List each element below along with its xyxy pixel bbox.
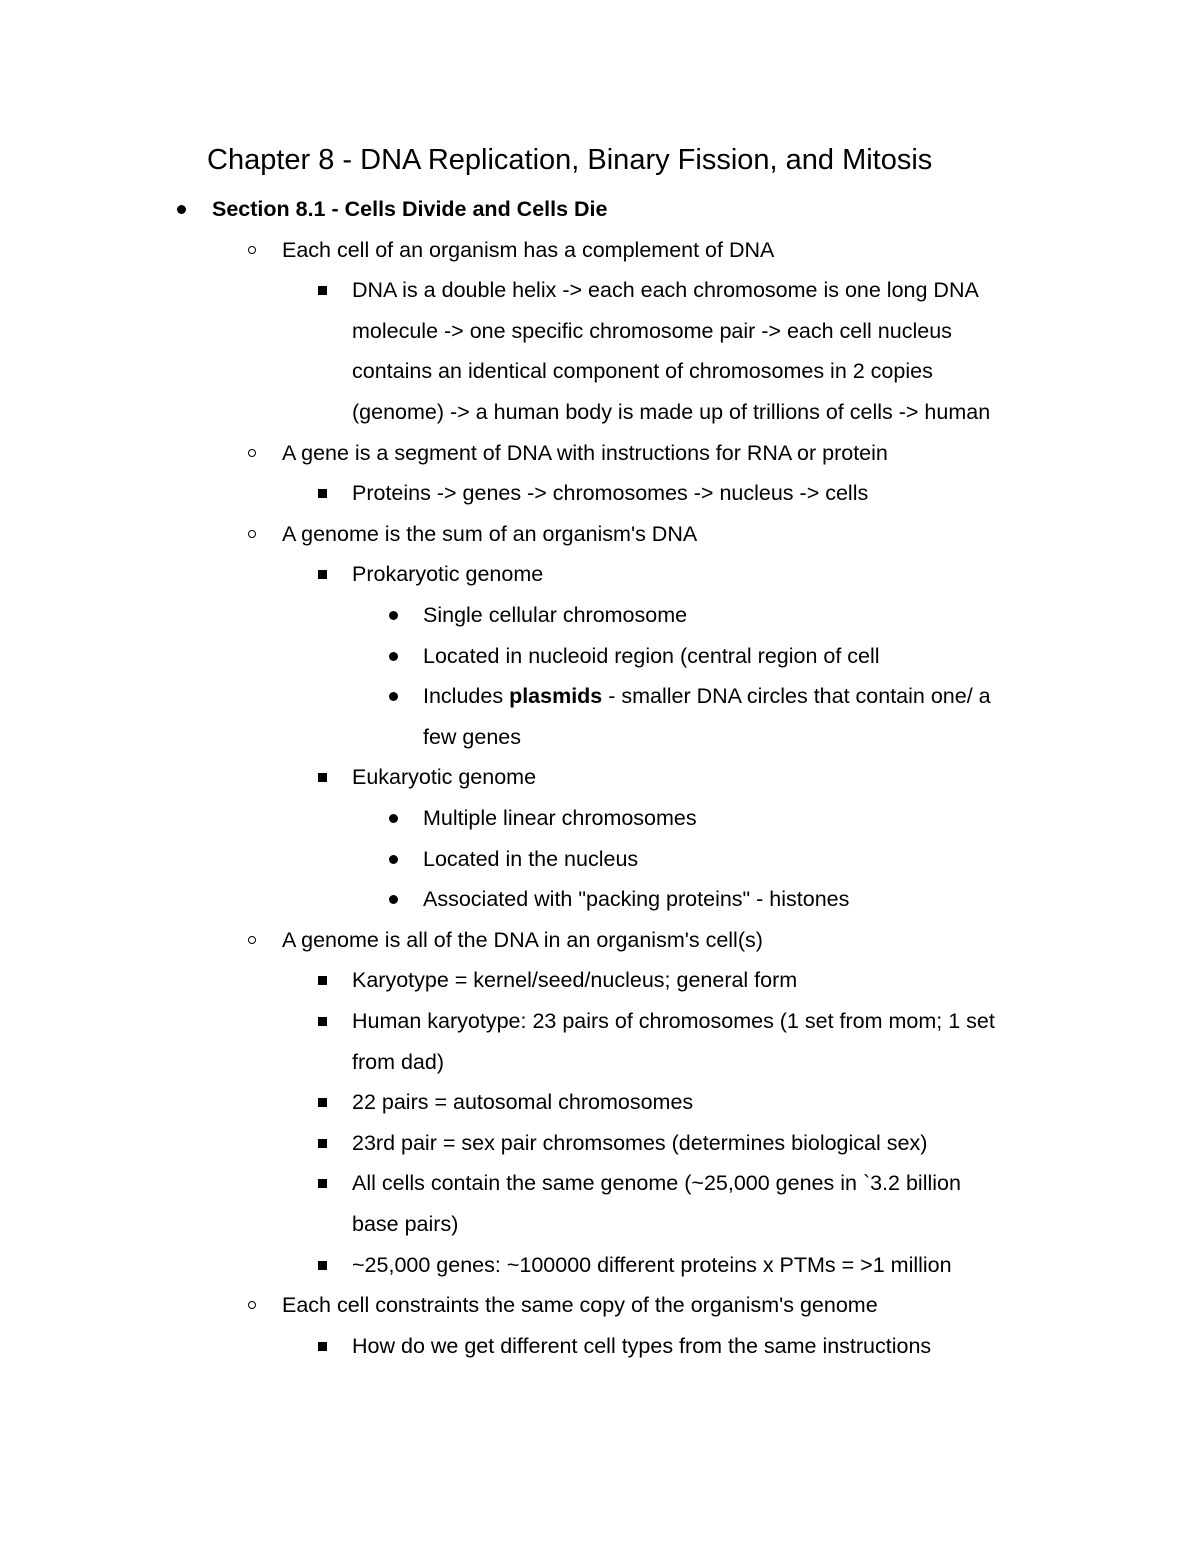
bullet-square-icon [318,1017,327,1026]
outline-item: Prokaryotic genome [352,562,544,587]
outline-item: Associated with "packing proteins" - histones [423,887,850,912]
bullet-disc-icon [389,652,398,661]
bullet-square-icon [318,1098,327,1107]
bullet-square-icon [318,1342,327,1351]
bullet-square-icon [318,1139,327,1148]
outline-item [423,676,991,717]
outline-item: Karyotype = kernel/seed/nucleus; general form [352,968,798,993]
bullet-disc-icon [389,855,398,864]
bullet-square-icon [318,1261,327,1270]
outline-item: few genes [423,724,522,749]
bullet-circle-icon [248,246,256,254]
outline-item: A gene is a segment of DNA with instructions for RNA or protein [282,440,888,465]
bullet-circle-icon [248,530,256,538]
outline-item: Eukaryotic genome [352,765,537,790]
outline-item: Located in the nucleus [423,846,639,871]
outline-item: Each cell of an organism has a complement of DNA [282,237,775,262]
outline-item: molecule -> one specific chromosome pair -> each cell nucleus [352,318,952,343]
bullet-circle-icon [248,449,256,457]
bullet-square-icon [318,570,327,579]
outline-item: contains an identical component of chromosomes in 2 copies [352,359,933,384]
outline-item: Located in nucleoid region (central region of cell [423,643,880,668]
outline-item: 22 pairs = autosomal chromosomes [352,1090,694,1115]
item-text: Includes [423,684,510,709]
bullet-square-icon [318,1179,327,1188]
page-title: Chapter 8 - DNA Replication, Binary Fission, and Mitosis [207,144,933,176]
bullet-disc-icon [389,692,398,701]
bullet-square-icon [318,773,327,782]
bullet-square-icon [318,286,327,295]
outline-item: All cells contain the same genome (~25,000 genes in `3.2 billion [352,1171,961,1196]
item-text: - smaller DNA circles that contain one/ a [602,684,991,709]
outline-item: Single cellular chromosome [423,603,688,627]
outline-item: (genome) -> a human body is made up of trillions of cells -> human [352,400,991,424]
bullet-disc-icon [177,205,186,214]
outline-item: How do we get different cell types from the same instructions [352,1333,932,1358]
outline-item: base pairs) [352,1212,459,1236]
outline-item: A genome is all of the DNA in an organism's cell(s) [282,927,763,952]
outline-item: A genome is the sum of an organism's DNA [282,521,698,546]
bullet-disc-icon [389,895,398,904]
outline-item: Human karyotype: 23 pairs of chromosomes (1 set from mom; 1 set [352,1009,995,1033]
outline-item: from dad) [352,1049,445,1074]
bullet-square-icon [318,489,327,498]
outline-item: DNA is a double helix -> each each chromosome is one long DNA [352,278,979,303]
outline-item: Multiple linear chromosomes [423,806,697,830]
outline-item: Each cell constraints the same copy of the organism's genome [282,1293,878,1318]
bullet-circle-icon [248,1301,256,1309]
bullet-disc-icon [389,611,398,620]
section-heading: Section 8.1 - Cells Divide and Cells Die [212,197,608,221]
bullet-square-icon [318,976,327,985]
bold-term: plasmids [509,684,603,709]
outline-item: 23rd pair = sex pair chromsomes (determines biological sex) [352,1130,928,1155]
outline-item: ~25,000 genes: ~100000 different proteins x PTMs = >1 million [352,1252,952,1277]
bullet-circle-icon [248,936,256,944]
bullet-disc-icon [389,814,398,823]
outline-item: Proteins -> genes -> chromosomes -> nucleus -> cells [352,481,869,506]
